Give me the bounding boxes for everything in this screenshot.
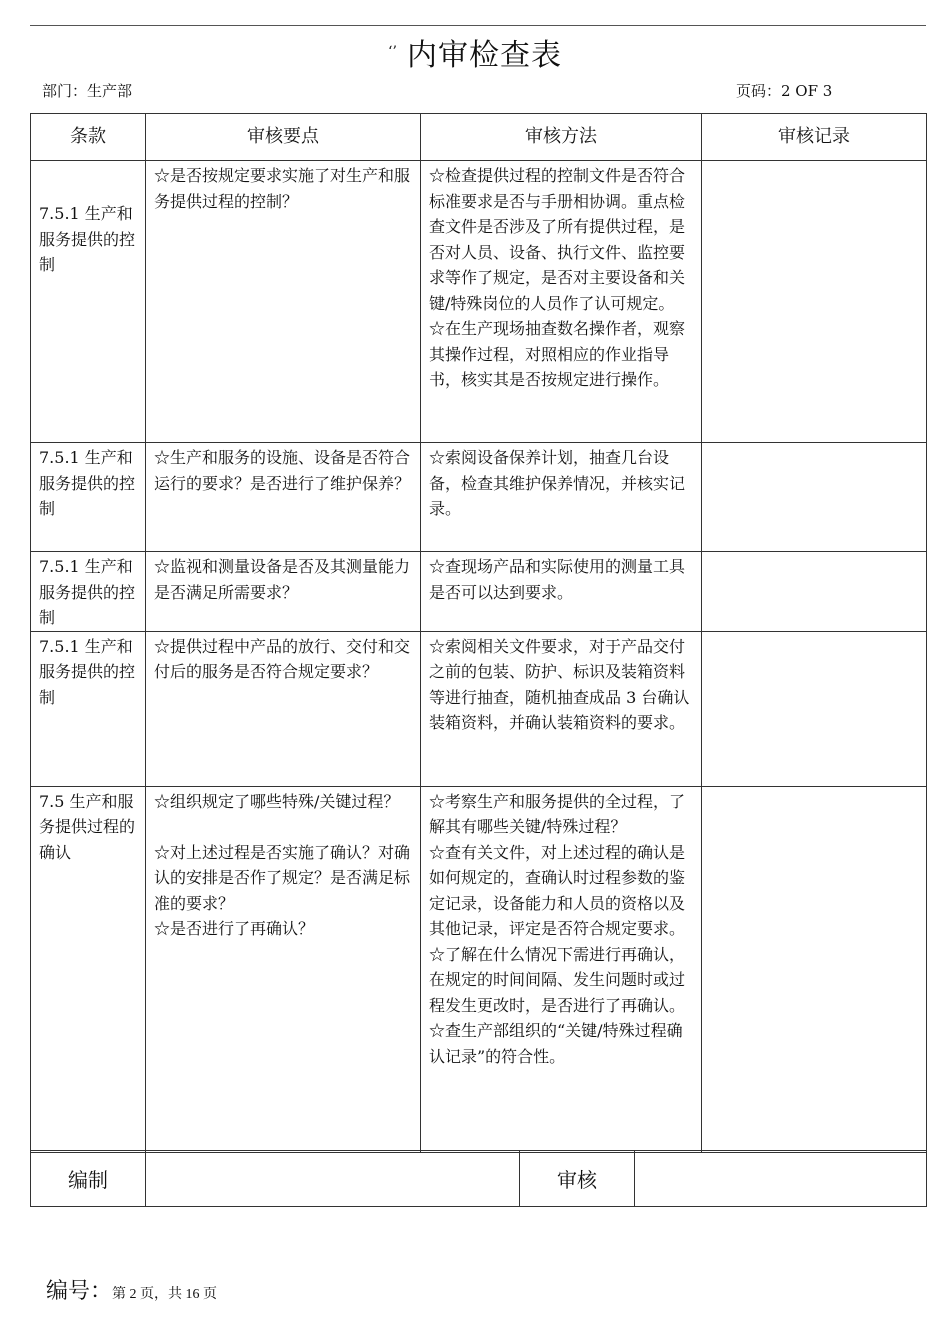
clause-cell: 7.5.1 生产和服务提供的控制 (31, 552, 146, 632)
audit-point-text: ☆监视和测量设备是否及其测量能力是否满足所需要求？ (154, 557, 411, 602)
clause-cell: 7.5.1 生产和服务提供的控制 (31, 631, 146, 786)
page-code: 页码：2 OF 3 (736, 82, 833, 100)
audit-methods-cell (421, 552, 702, 632)
audit-methods-cell (421, 631, 702, 786)
table-row (31, 443, 927, 552)
audit-methods-cell (421, 161, 702, 443)
audit-method-text: ☆考察生产和服务提供的全过程，了解其有哪些关键/特殊过程？ (429, 791, 686, 836)
audit-point-text: ☆生产和服务的设施、设备是否符合运行的要求？是否进行了维护保养？ (154, 448, 411, 493)
audit-point-text: ☆提供过程中产品的放行、交付和交付后的服务是否符合规定要求？ (154, 636, 411, 681)
blank-line (154, 814, 412, 840)
audit-point-text: ☆对上述过程是否实施了确认？对确认的安排是否作了规定？是否满足标准的要求？ (154, 842, 411, 913)
audit-record-cell[interactable] (702, 786, 927, 1152)
audit-points-cell (146, 161, 421, 443)
audit-points-cell (146, 552, 421, 632)
audit-record-cell[interactable] (702, 161, 927, 443)
column-header-record: 审核记录 (702, 114, 927, 161)
audit-method-text: ☆索阅设备保养计划，抽查几台设备，检查其维护保养情况，并核实记录。 (429, 448, 686, 518)
signoff-row (31, 1151, 927, 1207)
audit-method-text: ☆检查提供过程的控制文件是否符合标准要求是否与手册相协调。重点检查文件是否涉及了所有提供过程，是否对人员、设备、执行文件、监控要求等作了规定，是否对主要设备和关键/特殊岗位的人员作了认可规定。 (429, 166, 686, 313)
audit-method-text: ☆了解在什么情况下需进行再确认，在规定的时间间隔、发生问题时或过程发生更改时，是否进行了再确认。 (429, 944, 686, 1015)
audit-methods-cell (421, 786, 702, 1152)
audit-point-text: ☆是否进行了再确认？ (154, 919, 315, 938)
table-header-row (31, 114, 927, 161)
column-header-points: 审核要点 (146, 114, 421, 161)
column-header-clause: 条款 (31, 114, 146, 161)
audit-methods-cell (421, 443, 702, 552)
table-row (31, 631, 927, 786)
top-rule (30, 25, 926, 26)
title-block (0, 30, 950, 74)
prepared-by-label: 编制 (31, 1151, 146, 1207)
page-number: 第 2 页，共 16 页 (112, 1287, 218, 1302)
title-mark: ‘’ (388, 44, 397, 60)
reviewed-by-label: 审核 (520, 1151, 635, 1207)
table-row (31, 161, 927, 443)
reviewed-by-field[interactable] (635, 1151, 927, 1207)
audit-record-cell[interactable] (702, 443, 927, 552)
clause-cell: 7.5 生产和服务提供过程的确认 (31, 786, 146, 1152)
table-row (31, 552, 927, 632)
audit-point-text: ☆组织规定了哪些特殊/关键过程？ (154, 791, 400, 811)
clause-cell: 7.5.1 生产和服务提供的控制 (31, 443, 146, 552)
prepared-by-field[interactable] (146, 1151, 520, 1207)
audit-method-text: ☆查现场产品和实际使用的测量工具是否可以达到要求。 (429, 557, 686, 602)
audit-method-text: ☆索阅相关文件要求，对于产品交付之前的包装、防护、标识及装箱资料等进行抽查，随机抽查成品 3 台确认装箱资料，并确认装箱资料的要求。 (429, 636, 690, 732)
department-label: 部门：生产部 (42, 82, 133, 100)
audit-points-cell (146, 443, 421, 552)
column-header-methods: 审核方法 (421, 114, 702, 161)
clause-cell: 7.5.1 生产和服务提供的控制 (31, 161, 146, 443)
footer (46, 1274, 217, 1305)
audit-points-cell (146, 786, 421, 1152)
document-number-label: 编号： (46, 1279, 113, 1304)
table-row (31, 786, 927, 1152)
audit-checklist-table (30, 113, 927, 1153)
audit-point-text: ☆是否按规定要求实施了对生产和服务提供过程的控制？ (154, 166, 411, 211)
audit-method-text: ☆在生产现场抽查数名操作者，观察其操作过程，对照相应的作业指导书，核实其是否按规定进行操作。 (429, 319, 686, 389)
audit-record-cell[interactable] (702, 552, 927, 632)
page-title: 内审检查表 (406, 38, 562, 73)
audit-method-text: ☆查生产部组织的“关键/特殊过程确认记录”的符合性。 (429, 1021, 683, 1066)
signoff-table (30, 1150, 927, 1207)
audit-points-cell (146, 631, 421, 786)
audit-record-cell[interactable] (702, 631, 927, 786)
audit-method-text: ☆查有关文件，对上述过程的确认是如何规定的，查确认时过程参数的鉴定记录，设备能力和人员的资格以及其他记录，评定是否符合规定要求。 (429, 842, 686, 938)
